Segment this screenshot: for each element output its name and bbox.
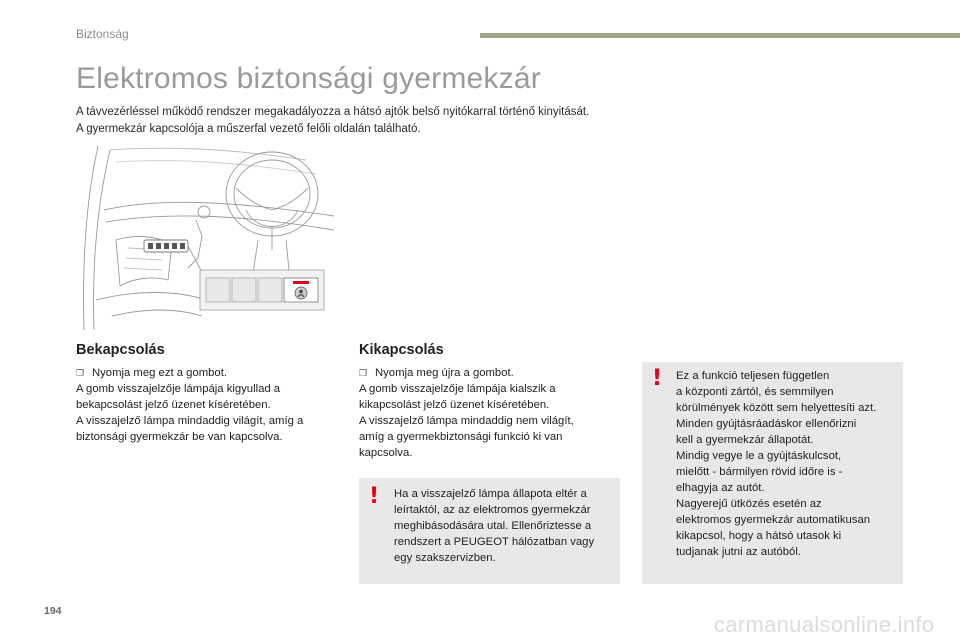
intro-text — [76, 104, 776, 138]
text-line: mielőtt - bármilyen rövid időre is - — [676, 466, 843, 478]
text-line: kell a gyermekzár állapotát. — [676, 434, 814, 446]
list-item: ❒ Nyomja meg újra a gombot. — [359, 367, 514, 379]
page-number: 194 — [44, 605, 62, 617]
text-line: meghibásodására utal. Ellenőriztesse a — [394, 520, 592, 532]
text-line: A visszajelző lámpa mindaddig nem világít, — [359, 415, 574, 427]
square-bullet-icon: ❒ — [76, 368, 85, 378]
header-bar — [480, 33, 960, 38]
text-line: kikapcsol, hogy a hátsó utasok ki — [676, 530, 842, 542]
kikapcsolas-text — [359, 365, 619, 461]
text-line: Ha a visszajelző lámpa állapota eltér a — [394, 488, 587, 500]
square-bullet-icon: ❒ — [359, 368, 368, 378]
kikapcsolas-heading: Kikapcsolás — [359, 342, 444, 358]
text-line: amíg a gyermekbiztonsági funkció ki van — [359, 431, 563, 443]
text-line: leírtaktól, az az elektromos gyermekzár — [394, 504, 591, 516]
dashboard-child-lock-switch-illustration — [76, 140, 338, 332]
text-line: Minden gyújtásráadáskor ellenőrizni — [676, 418, 857, 430]
warning-text — [676, 368, 902, 560]
text-line: elhagyja az autót. — [676, 482, 765, 494]
bekapcsolas-text — [76, 365, 346, 445]
text-line: A visszajelző lámpa mindaddig világít, amíg a — [76, 415, 304, 427]
bekapcsolas-heading: Bekapcsolás — [76, 342, 165, 358]
text-line: A gomb visszajelzője lámpája kigyullad a — [76, 383, 281, 395]
text-line: kikapcsolást jelző üzenet kíséretében. — [359, 399, 550, 411]
text-line: egy szakszervizben. — [394, 552, 496, 564]
intro-line: A gyermekzár kapcsolója a műszerfal vezető felőli oldalán található. — [76, 123, 421, 135]
warning-exclamation-icon: ! — [651, 366, 663, 391]
text-line: A gomb visszajelzője lámpája kialszik a — [359, 383, 556, 395]
text-line: kapcsolva. — [359, 447, 413, 459]
warning-box-independent — [642, 362, 903, 584]
watermark: carmanualsonline.info — [714, 612, 935, 637]
child-lock-icon — [295, 287, 307, 299]
text-line: bekapcsolást jelző üzenet kíséretében. — [76, 399, 271, 411]
text-line: elektromos gyermekzár automatikusan — [676, 514, 871, 526]
warning-text — [394, 486, 616, 566]
text-line: körülmények között sem helyettesíti azt. — [676, 402, 877, 414]
text-line: tudjanak jutni az autóból. — [676, 546, 801, 558]
text-line: a központi zártól, és semmilyen — [676, 386, 834, 398]
page-title: Elektromos biztonsági gyermekzár — [76, 62, 541, 95]
warning-exclamation-icon: ! — [368, 484, 380, 509]
section-label: Biztonság — [76, 27, 129, 41]
text-line: biztonsági gyermekzár be van kapcsolva. — [76, 431, 283, 443]
intro-line: A távvezérléssel működő rendszer megakadályozza a hátsó ajtók belső nyitókarral történő kinyitását. — [76, 106, 590, 118]
text-line: rendszert a PEUGEOT hálózatban vagy — [394, 536, 595, 548]
text-line: Mindig vegye le a gyújtáskulcsot, — [676, 450, 842, 462]
list-item: ❒ Nyomja meg ezt a gombot. — [76, 367, 227, 379]
text-line: Nagyerejű ütközés esetén az — [676, 498, 822, 510]
warning-box-malfunction — [359, 478, 620, 584]
text-line: Ez a funkció teljesen független — [676, 370, 830, 382]
